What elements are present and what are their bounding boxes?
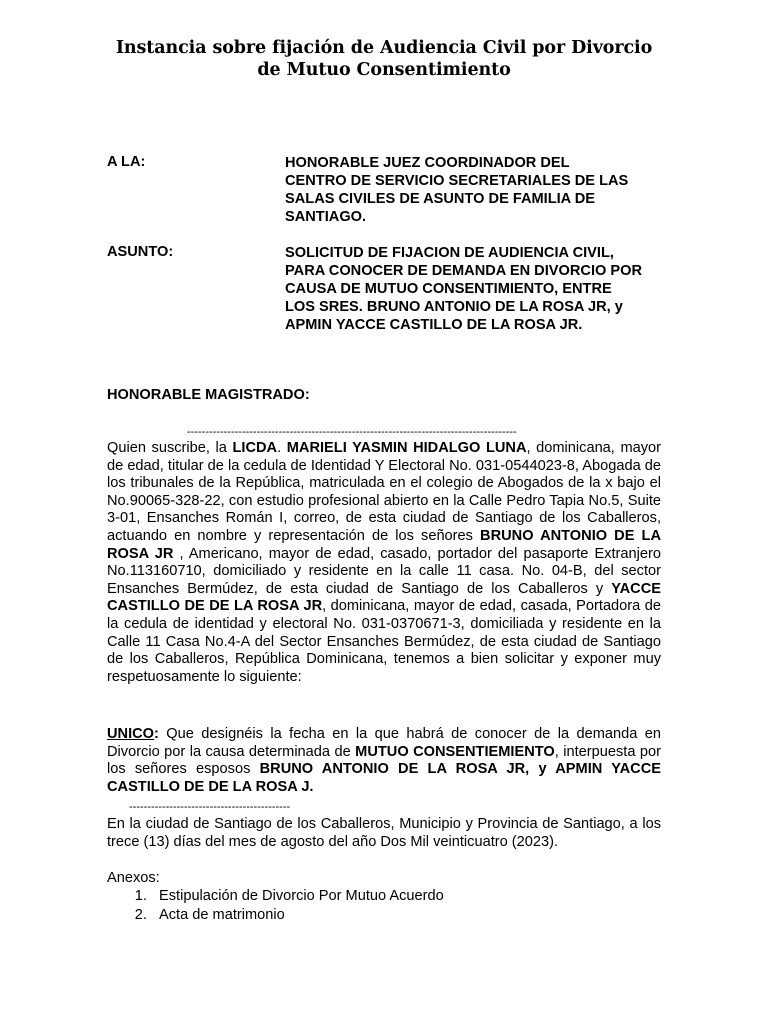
title-line-1: Instancia sobre fijación de Audiencia Civil por Divorcio xyxy=(115,38,653,58)
unico-text-1: Que designéis la fecha en la que habrá de conocer de la demanda en Divorcio por la causa determinada de xyxy=(107,726,661,760)
anexos-section xyxy=(107,869,444,925)
body-licda: LICDA xyxy=(232,440,278,456)
closing-paragraph: En la ciudad de Santiago de los Caballeros, Municipio y Provincia de Santiago, a los trece (13) días del mes de agosto del año Dos Mil veinticuatro (2023). xyxy=(107,816,661,850)
body-text-3: , dominicana, mayor de edad, titular de la cedula de Identidad Y Electoral No. 031-0544023-8, Abogada de los tribunales de la República, matriculada en el colegio de Abogados de la x bajo el No.90065-328-22, con estudio profesional abierto en la Calle Pedro Tapia No.5, Suite 3-01, Ensanches Román I, correo, de esta ciudad de Santiago de los Caballeros, actuando en nombre y representación de los señores xyxy=(107,440,661,544)
body-text-2: . xyxy=(277,440,287,456)
body-name-marieli: MARIELI YASMIN HIDALGO LUNA xyxy=(286,440,527,456)
body-text-4: , Americano, mayor de edad, casado, portador del pasaporte Extranjero No.113160710, domiciliado y residente en la calle 11 casa. No. 04-B, del sector Ensanches Bermúdez, de esta ciudad de Santiago de los Caballeros y xyxy=(107,545,661,597)
title-line-2: de Mutuo Consentimiento xyxy=(257,60,511,80)
unico-paragraph xyxy=(107,726,661,796)
field-a-la-value: HONORABLE JUEZ COORDINADOR DEL CENTRO DE SERVICIO SECRETARIALES DE LAS SALAS CIVILES DE ASUNTO DE FAMILIA DE SANTIAGO. xyxy=(285,155,629,225)
unico-bold-2: BRUNO ANTONIO DE LA ROSA JR, y APMIN YACCE CASTILLO DE DE LA ROSA J. xyxy=(107,761,661,795)
unico-heading: UNICO xyxy=(107,726,155,742)
document-title xyxy=(96,37,672,81)
field-a-la-label: A LA: xyxy=(107,154,146,170)
field-asunto-value: SOLICITUD DE FIJACION DE AUDIENCIA CIVIL, PARA CONOCER DE DEMANDA EN DIVORCIO POR CAUSA DE MUTUO CONSENTIMIENTO, ENTRE LOS SRES. BRUNO ANTONIO DE LA ROSA JR, y APMIN YACCE CASTILLO DE LA ROSA JR. xyxy=(285,245,643,333)
unico-text-2: , interpuesta por los señores esposos xyxy=(107,743,662,778)
anexos-list xyxy=(107,887,444,925)
separator-short: -------------------------------------------- xyxy=(129,801,291,813)
separator-long: ------------------------------------------------------------------------------------------ xyxy=(187,426,517,438)
salutation: HONORABLE MAGISTRADO: xyxy=(107,387,310,403)
anexo-item: 1. Estipulación de Divorcio Por Mutuo Acuerdo xyxy=(151,887,444,906)
body-text-5: , dominicana, mayor de edad, casada, Portadora de la cedula de identidad y electoral No. 031-0370671-3, domiciliada y residente en la Calle 11 Casa No.4-A del Sector Ensanches Bermúdez, de esta ciudad de Santiago de los Caballeros, República Dominicana, tenemos a bien solicitar y exponer muy respetuosamente lo siguiente: xyxy=(107,598,661,685)
body-name-bruno: BRUNO ANTONIO DE LA ROSA JR xyxy=(107,527,661,562)
body-paragraph xyxy=(107,440,661,686)
anexo-item: 2. Acta de matrimonio xyxy=(151,906,444,925)
unico-bold-1: MUTUO CONSENTIEMIENTO xyxy=(355,743,555,760)
body-text-1: Quien suscribe, la xyxy=(107,440,233,456)
field-asunto-label: ASUNTO: xyxy=(107,244,174,260)
anexos-heading: Anexos: xyxy=(107,870,160,886)
unico-colon: : xyxy=(154,726,159,742)
body-name-yacce: YACCE CASTILLO DE DE LA ROSA JR xyxy=(107,580,661,615)
